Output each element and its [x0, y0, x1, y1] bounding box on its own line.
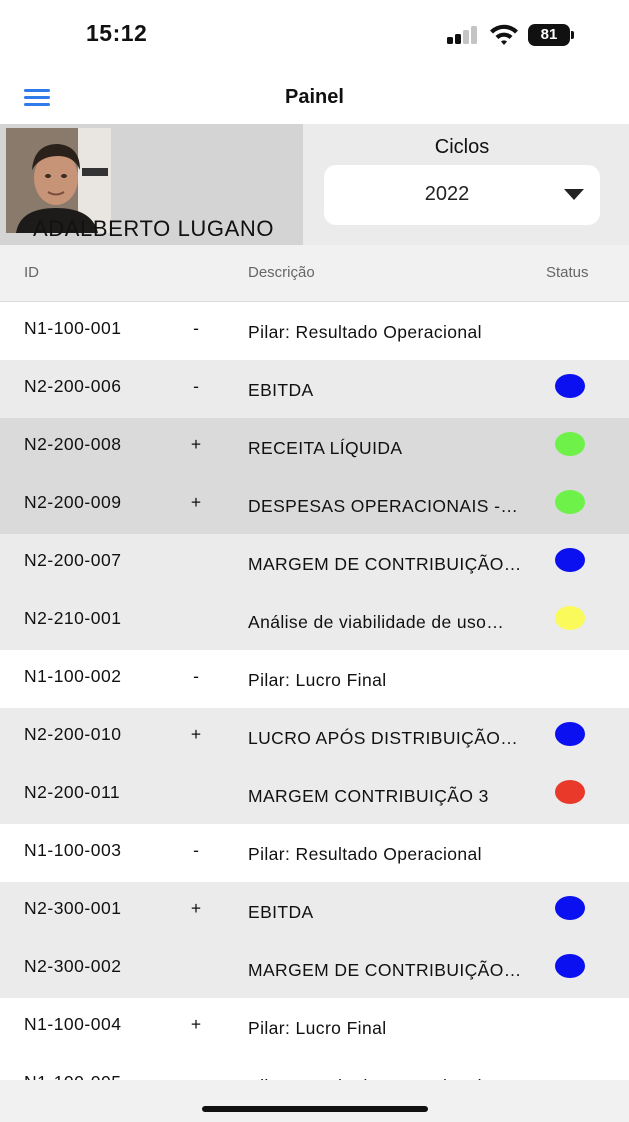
row-id: N2-200-006 [24, 376, 122, 396]
status-indicator [555, 432, 585, 456]
table-row[interactable] [0, 766, 629, 824]
cycle-select[interactable] [324, 165, 600, 225]
row-id: N2-210-001 [24, 608, 122, 628]
table-row[interactable] [0, 940, 629, 998]
row-description: MARGEM DE CONTRIBUIÇÃO… [248, 554, 522, 574]
row-id: N2-200-011 [24, 782, 121, 802]
cycle-value: 2022 [424, 183, 470, 205]
row-description: Pilar: Lucro Final [248, 670, 387, 690]
status-indicator [555, 780, 585, 804]
row-description: Pilar: Resultado Operacional [248, 844, 482, 864]
row-expand-toggle[interactable]: + [190, 1014, 202, 1034]
row-id: N2-300-002 [24, 956, 122, 976]
row-description: DESPESAS OPERACIONAIS -… [248, 496, 519, 516]
profile-panel [0, 124, 303, 245]
user-name: ADALBERTO LUGANO [33, 216, 275, 241]
indicator-list[interactable] [0, 302, 629, 1082]
status-time: 15:12 [86, 20, 148, 46]
table-row[interactable] [0, 650, 629, 708]
cycle-label: Ciclos [434, 136, 490, 158]
row-description: EBITDA [248, 902, 314, 922]
status-indicator [555, 548, 585, 572]
nav-bar [0, 70, 629, 125]
battery-level: 81 [528, 24, 570, 46]
row-id: N2-200-010 [24, 724, 122, 744]
row-id: N2-200-008 [24, 434, 122, 454]
row-id: N1-100-003 [24, 840, 122, 860]
bottom-area [0, 1080, 629, 1122]
table-row[interactable] [0, 534, 629, 592]
page-title: Painel [285, 86, 344, 108]
table-row[interactable] [0, 592, 629, 650]
status-indicator [555, 722, 585, 746]
row-id: N1-100-004 [24, 1014, 122, 1034]
status-bar [0, 0, 629, 70]
table-row[interactable] [0, 302, 629, 360]
table-row[interactable] [0, 708, 629, 766]
table-row[interactable] [0, 998, 629, 1056]
row-description: LUCRO APÓS DISTRIBUIÇÃO… [248, 728, 519, 748]
status-indicator [555, 954, 585, 978]
status-indicator [555, 896, 585, 920]
row-id: N1-100-002 [24, 666, 122, 686]
row-id: N2-300-001 [24, 898, 122, 918]
row-description: MARGEM CONTRIBUIÇÃO 3 [248, 786, 489, 806]
row-description: Pilar: Lucro Final [248, 1018, 387, 1038]
caret-down-icon [564, 189, 584, 200]
table-row[interactable] [0, 824, 629, 882]
table-row[interactable] [0, 360, 629, 418]
status-indicator [555, 490, 585, 514]
row-expand-toggle[interactable]: + [190, 434, 202, 454]
row-id: N2-200-009 [24, 492, 122, 512]
row-description: EBITDA [248, 380, 314, 400]
row-expand-toggle[interactable]: + [190, 492, 202, 512]
column-header-description: Descrição [248, 264, 315, 281]
status-indicator [555, 374, 585, 398]
row-expand-toggle[interactable]: - [193, 318, 199, 338]
row-description: RECEITA LÍQUIDA [248, 438, 403, 458]
cellular-signal-icon [447, 26, 479, 44]
wifi-icon [489, 22, 519, 46]
row-expand-toggle[interactable]: + [190, 724, 202, 744]
table-row[interactable] [0, 476, 629, 534]
row-expand-toggle[interactable]: + [190, 898, 202, 918]
battery-icon [528, 24, 574, 46]
row-description: Pilar: Resultado Operacional [248, 322, 482, 342]
row-description: Análise de viabilidade de uso… [248, 612, 505, 632]
status-indicator [555, 606, 585, 630]
table-header [0, 245, 629, 302]
table-row[interactable] [0, 882, 629, 940]
row-id: N1-100-001 [24, 318, 122, 338]
home-indicator[interactable] [202, 1106, 428, 1112]
row-expand-toggle[interactable]: - [193, 666, 199, 686]
column-header-status: Status [546, 264, 589, 281]
row-expand-toggle[interactable]: - [193, 840, 199, 860]
cycle-panel [303, 124, 629, 245]
row-id: N2-200-007 [24, 550, 122, 570]
table-row[interactable] [0, 418, 629, 476]
row-description: MARGEM DE CONTRIBUIÇÃO… [248, 960, 522, 980]
column-header-id: ID [24, 264, 39, 281]
row-expand-toggle[interactable]: - [193, 376, 199, 396]
